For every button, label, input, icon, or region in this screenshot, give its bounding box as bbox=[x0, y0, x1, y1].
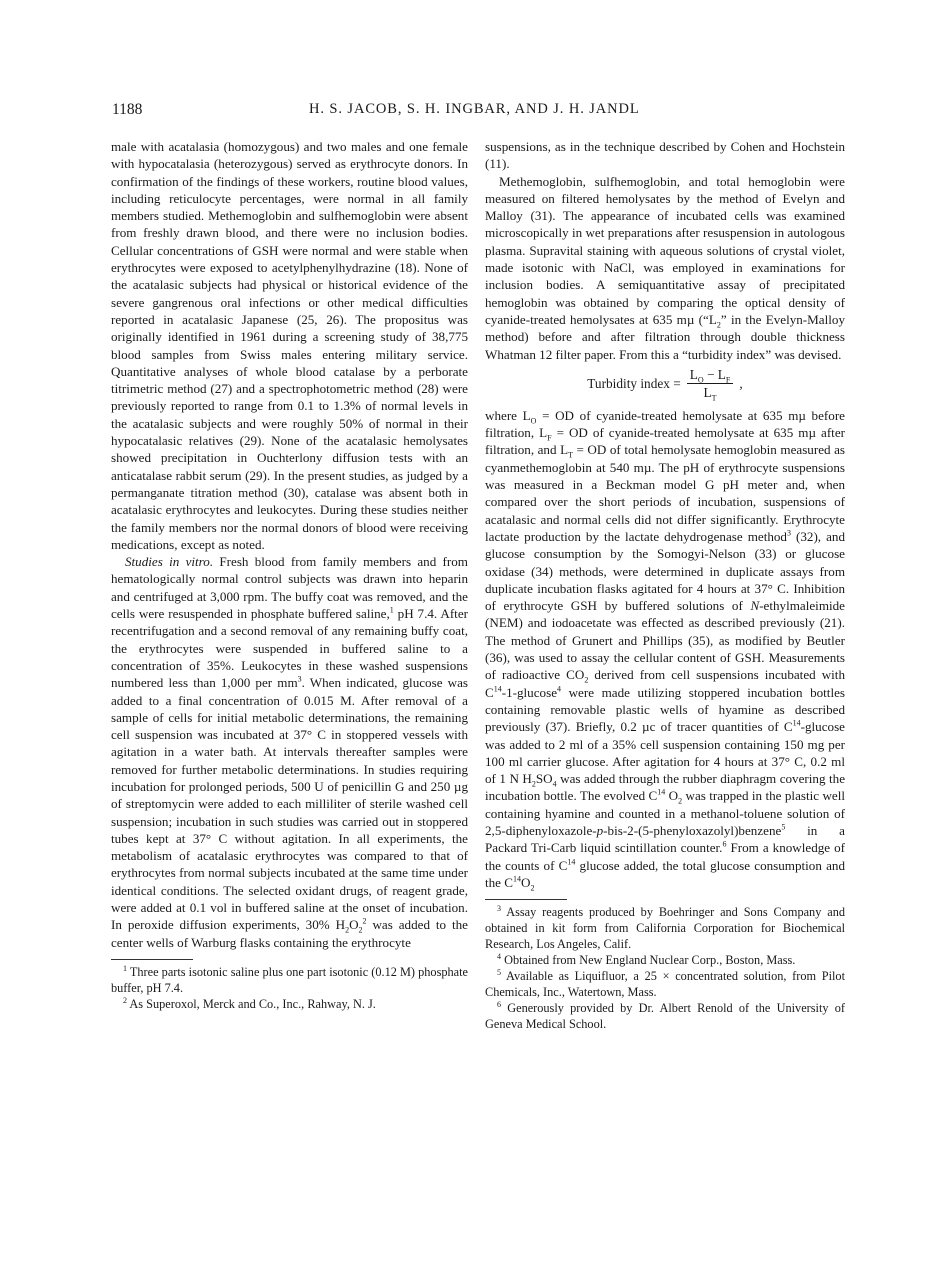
footnote-divider bbox=[111, 959, 193, 960]
footnote-ref-1: 1 bbox=[389, 605, 394, 615]
footnote-mark: 6 bbox=[497, 1000, 501, 1010]
equation-denominator bbox=[703, 384, 717, 403]
footnote-mark: 3 bbox=[497, 904, 501, 914]
subscript: 2 bbox=[531, 779, 536, 789]
subscript: O bbox=[697, 375, 704, 385]
superscript: 14 bbox=[493, 684, 502, 694]
footnote-ref-5: 5 bbox=[781, 822, 786, 832]
left-paragraph-studies-in-vitro bbox=[111, 553, 468, 951]
text-run: O bbox=[349, 917, 359, 933]
text-run: ” in the Evelyn-Malloy method) before and after filtration through double thickness Whatman 12 filter paper. From this a “turbidity index” was devised. bbox=[485, 311, 845, 362]
text-run: -1-glucose bbox=[501, 684, 557, 700]
italic-run: p bbox=[596, 822, 604, 838]
subscript: 2 bbox=[678, 797, 683, 806]
text-run: . When indicated, glucose was added to a final concentration of 0.015 M. After removal of a sample of cells for initial metabolic determinations, the remaining cell suspension was incubated at 37° C in stoppered vessels with agitation in a water bath. At intervals thereafter samples were removed for further metabolic determinations. In studies requiring incubation for prolonged periods, 500 U of penicillin G and 250 µg of streptomycin were added to each milliliter of sterile washed cell suspension; incubation in such studies was carried out in stoppered tubes kept at 37° C without agitation. In all experiments, the metabolism of acatalasic erythrocytes was compared to that of erythrocytes from normal subjects incubated at the same time under identical conditions. The selected oxidant drugs, of reagent grade, were added at 0.1 vol in buffered saline at the onset of incubation. In peroxide diffusion experiments, 30% H bbox=[111, 675, 468, 933]
footnote-text: As Superoxol, Merck and Co., Inc., Rahway, N. J. bbox=[127, 996, 376, 1011]
text-run: O bbox=[665, 788, 679, 804]
symbol: L bbox=[689, 366, 698, 382]
text-run: was trapped in the plastic well containing hyamine and counted in a methanol-toluene solution of 2,5-diphenyloxazole- bbox=[485, 788, 846, 838]
running-head-authors: H. S. JACOB, S. H. INGBAR, AND J. H. JANDL bbox=[309, 101, 640, 117]
italic-run: N bbox=[750, 598, 760, 614]
text-run: derived from cell suspensions incubated with C bbox=[485, 667, 845, 700]
text-run: in a Packard Tri-Carb liquid scintillation counter. bbox=[485, 822, 845, 856]
text-run: was added to the center wells of Warburg flasks containing the erythrocyte bbox=[111, 917, 468, 950]
text-run: = OD of cyanide-treated hemolysate at 635 mµ after filtration, and L bbox=[485, 425, 845, 458]
superscript: 14 bbox=[657, 788, 666, 798]
page-number: 1188 bbox=[112, 101, 143, 118]
superscript: 14 bbox=[792, 718, 801, 728]
footnote-mark: 5 bbox=[497, 968, 501, 978]
equation-comma: , bbox=[739, 375, 743, 391]
section-lead-studies-in-vitro: Studies in vitro. bbox=[125, 554, 214, 570]
subscript: 4 bbox=[552, 779, 557, 789]
footnote-mark: 1 bbox=[123, 963, 127, 973]
turbidity-index-equation bbox=[485, 367, 845, 401]
running-head bbox=[112, 101, 832, 123]
left-column bbox=[111, 138, 468, 1012]
subscript: 2 bbox=[530, 883, 535, 893]
footnote-mark: 4 bbox=[497, 952, 501, 962]
text-run: O bbox=[521, 874, 531, 890]
footnote-ref-2: 2 bbox=[362, 917, 367, 926]
left-footnotes bbox=[111, 964, 468, 1012]
text-run: were made utilizing stoppered incubation bottles containing removable plastic wells of hyamine as described previously (37). Briefly, 0.2 µc of tracer quantities of C bbox=[485, 684, 845, 735]
subscript: T bbox=[568, 451, 573, 461]
footnote-text: Generously provided by Dr. Albert Renold of the University of Geneva Medical School. bbox=[485, 1001, 845, 1032]
symbol: − L bbox=[703, 366, 726, 382]
superscript: 14 bbox=[513, 874, 522, 884]
subscript: F bbox=[547, 433, 552, 443]
right-paragraph-2 bbox=[485, 173, 845, 363]
footnote-4 bbox=[485, 952, 845, 968]
text-run: (32), and glucose consumption by the Somogyi-Nelson (33) or glucose oxidase (34) methods, were determined in duplicate assays from duplicate incubation flasks agitated for 4 hours at 37° C. Inhibition of erythrocyte GSH by buffered solutions of bbox=[485, 528, 845, 614]
footnote-3 bbox=[485, 904, 845, 952]
text-run: = OD of total hemolysate hemoglobin measured as cyanmethemoglobin at 540 mµ. The pH of erythrocyte suspensions was measured in a Beckman model G pH meter and, when compared over the short periods of incubation, suspensions of acatalasic and normal cells did not differ significantly. Erythrocyte lactate production by the lactate dehydrogenase method bbox=[485, 442, 845, 544]
subscript: 2 bbox=[358, 925, 363, 935]
subscript: T bbox=[711, 393, 717, 403]
footnote-text: Three parts isotonic saline plus one part isotonic (0.12 M) phosphate buffer, pH 7.4. bbox=[111, 964, 468, 995]
subscript: 2 bbox=[716, 320, 721, 330]
text-run: Fresh blood from family members and from hematologically normal control subjects was drawn into heparin and centrifuged at 3,000 rpm. The buffy coat was removed, and the cells were resuspended in phosphate buffered saline, bbox=[111, 554, 468, 622]
text-run: pH 7.4. After recentrifugation and a second removal of any remaining buffy coat, the erythrocytes were suspended in buffered saline to a concentration of 35%. Leukocytes in these washed suspensions numbered less than 1,000 per mm bbox=[111, 606, 468, 691]
superscript: 14 bbox=[567, 857, 576, 867]
subscript: 2 bbox=[584, 675, 589, 685]
footnote-2 bbox=[111, 996, 468, 1012]
subscript: O bbox=[530, 416, 537, 426]
equation-fraction bbox=[687, 366, 734, 403]
footnote-6 bbox=[485, 1000, 845, 1032]
text-run: glucose added, the total glucose consumption and the C bbox=[485, 857, 845, 890]
right-paragraph-1: suspensions, as in the technique described by Cohen and Hochstein (11). bbox=[485, 139, 845, 172]
text-run: -bis-2-(5-phenyloxazolyl)benzene bbox=[603, 822, 782, 838]
text-run: -ethylmaleimide (NEM) and iodoacetate was effected as described previously (21). The method of Grunert and Phillips (35), as modified by Beutler (36), was used to assay the cellular content of GSH. Measurements of radioactive CO bbox=[485, 598, 845, 683]
footnote-5 bbox=[485, 968, 845, 1000]
subscript: F bbox=[725, 375, 731, 385]
footnote-mark: 2 bbox=[123, 995, 127, 1005]
footnote-1 bbox=[111, 964, 468, 996]
footnote-ref-4: 4 bbox=[557, 684, 561, 694]
footnote-text: Available as Liquifluor, a 25 × concentrated solution, from Pilot Chemicals, Inc., Watertown, Mass. bbox=[485, 969, 845, 1000]
text-run: was added through the rubber diaphragm covering the incubation bottle. The evolved C bbox=[485, 771, 846, 804]
symbol: L bbox=[703, 384, 712, 400]
superscript: 3 bbox=[297, 674, 302, 684]
text-run: = OD of cyanide-treated hemolysate at 635 mµ before filtration, L bbox=[485, 407, 845, 441]
footnote-text: Assay reagents produced by Boehringer and Sons Company and obtained in kit form from California Corporation for Biochemical Research, Los Angeles, Calif. bbox=[485, 905, 845, 952]
text-run: where L bbox=[485, 407, 531, 423]
footnote-divider bbox=[485, 899, 567, 900]
text-run: Methemoglobin, sulfhemoglobin, and total hemoglobin were measured on filtered hemolysates by the method of Evelyn and Malloy (31). The appearance of incubated cells was examined microscopically in wet preparations after resuspension in autologous plasma. Supravital staining with aqueous solutions of crystal violet, made isotonic with NaCl, was employed in examinations for inclusion bodies. A semiquantitative assay of precipitated hemoglobin was obtained by comparing the optical density of cyanide-treated hemolysates at 635 mµ (“L bbox=[485, 173, 845, 327]
footnote-ref-6: 6 bbox=[722, 839, 727, 849]
equation-label: Turbidity index = bbox=[587, 375, 681, 391]
footnote-ref-3: 3 bbox=[786, 528, 791, 538]
right-footnotes bbox=[485, 904, 845, 1032]
right-paragraph-3 bbox=[485, 407, 845, 891]
right-column bbox=[485, 138, 845, 1032]
text-run: -glucose was added to 2 ml of a 35% cell suspension containing 150 mg per 100 ml carrier glucose. After agitation for 4 hours at 37° C, 0.2 ml of 1 N H bbox=[485, 719, 845, 787]
subscript: 2 bbox=[345, 925, 350, 935]
text-run: SO bbox=[535, 771, 553, 787]
footnote-text: Obtained from New England Nuclear Corp., Boston, Mass. bbox=[501, 953, 796, 968]
left-paragraph-1: male with acatalasia (homozygous) and two males and one female with hypocatalasia (heterozygous) served as erythrocyte donors. In confirmation of the findings of these workers, routine blood values, including reticulocyte percentages, were normal in all family members studied. Methemoglobin and sulfhemoglobin were absent from freshly drawn blood, and there were no inclusion bodies. Cellular concentrations of GSH were normal and were stable when erythrocytes were exposed to acetylphenylhydrazine (18). None of the acatalasic subjects had physical or historical evidence of the severe gangrenous oral infections or other medical difficulties reported in acatalasic Japanese (25, 26). The propositus was originally identified in 1961 during a screening study of 38,775 blood samples from Swiss males entering military service. Quantitative analyses of whole blood catalase by a perborate titrimetric method (27) and a spectrophotometric method (28) were previously reported to range from 0.1 to 1.3% of normal levels in the acatalasic subjects and were roughly 50% of normal in their hypocatalasic relatives (29). None of the acatalasic hemolysates showed precipitation in Ouchterlony diffusion tests with an anticatalase rabbit serum (29). In the present studies, as judged by a permanganate titration method (30), catalase was absent both in acatalasic erythrocytes and leukocytes. During these studies neither the family members nor the normal donors of blood were receiving medications, except as noted. bbox=[111, 139, 468, 552]
equation-numerator bbox=[687, 367, 734, 384]
text-run: From a knowledge of the counts of C bbox=[485, 840, 845, 873]
